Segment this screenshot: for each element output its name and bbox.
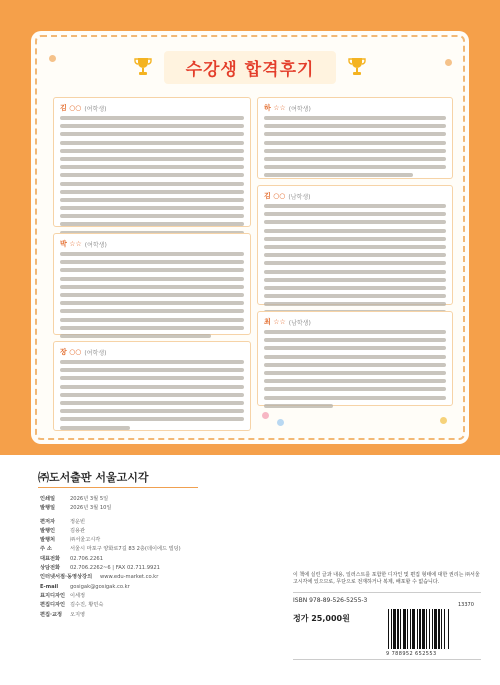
barcode-bar: [410, 609, 411, 649]
info-row: 주 소 서울시 마포구 양화로7길 83 2층(데이에드 빌딩): [40, 546, 181, 553]
decor-dot: [49, 55, 56, 62]
reviewer-name: 박 ☆☆: [60, 240, 82, 248]
review-card: [257, 311, 453, 406]
reviewer-name: 최 ☆☆: [264, 318, 286, 326]
title-area: [37, 47, 463, 87]
reviewer-tag: (남학생): [288, 193, 311, 201]
review-text: [60, 360, 244, 430]
review-panel: [35, 35, 465, 440]
publisher-name: ㈜도서출판 서울고시각: [38, 471, 149, 484]
barcode-bar: [441, 609, 442, 649]
barcode-bar: [434, 609, 437, 649]
review-card: [257, 185, 453, 305]
barcode-bar: [403, 609, 406, 649]
info-row: 인쇄일 2026년 3월 5일: [40, 496, 109, 502]
page-title: 수강생 합격후기: [185, 59, 315, 80]
review-card: [53, 233, 251, 335]
barcode-bar: [397, 609, 399, 649]
review-card: [53, 341, 251, 431]
barcode-bar: [426, 609, 427, 649]
barcode-bar: [388, 609, 389, 649]
reviewer-tag: (남학생): [288, 319, 311, 327]
barcode-bar: [432, 609, 433, 649]
barcode-bar: [391, 609, 392, 649]
info-row: 편집디자인 김수진, 황민숙: [40, 602, 104, 609]
barcode-bar: [419, 609, 421, 649]
barcode-bar: [417, 609, 418, 649]
barcode-bar: [400, 609, 401, 649]
review-text: [60, 252, 244, 338]
review-text: [264, 330, 446, 408]
info-row: 발행일 2026년 3월 10일: [40, 505, 112, 512]
title-banner: [164, 51, 337, 84]
reviewer-tag: (여학생): [84, 349, 107, 357]
info-row: E-mail gosigak@gosigak.co.kr: [40, 583, 130, 590]
decor-dot: [445, 59, 452, 66]
trophy-icon: [348, 56, 366, 78]
barcode-bar: [444, 609, 445, 649]
price-label: 정가 25,000원: [293, 614, 350, 623]
review-card: [257, 97, 453, 179]
isbn-block: [293, 592, 481, 660]
barcode-bar: [448, 609, 449, 649]
barcode-bar: [412, 609, 415, 649]
review-text: [264, 116, 446, 177]
info-row: 발행처 ㈜서울고시각: [40, 537, 101, 544]
info-row: 표지디자인 이세정: [40, 592, 86, 599]
isbn-label: ISBN 978-89-526-5255-3: [293, 597, 368, 604]
barcode-bar: [407, 609, 408, 649]
imprint-info: [40, 495, 290, 620]
reviewer-tag: (여학생): [84, 241, 107, 249]
reviewer-name: 김 ○○: [264, 192, 286, 200]
review-card: [53, 97, 251, 227]
info-row: 상담전화 02.706.2262~6 | FAX 02.711.9921: [40, 565, 160, 572]
barcode-bar: [393, 609, 396, 649]
info-row: 발행인 김용관: [40, 527, 86, 534]
barcode-bar: [438, 609, 440, 649]
reviewer-tag: (여학생): [84, 105, 107, 113]
divider: [38, 487, 198, 488]
info-row: 편저자 정운빈: [40, 518, 86, 525]
info-row: 편집·교정 오지영: [40, 611, 86, 618]
info-row: 인터넷서점·동영상강의 www.edu-market.co.kr: [40, 574, 159, 581]
reviewer-tag: (여학생): [288, 105, 311, 113]
trophy-icon: [134, 56, 152, 78]
decor-dot: [440, 417, 447, 424]
decor-dot: [262, 412, 269, 419]
info-row: 대표전화 02.706.2261: [40, 555, 104, 562]
barcode-bar: [422, 609, 425, 649]
reviewer-name: 김 ○○: [60, 104, 82, 112]
reviewer-name: 하 ☆☆: [264, 104, 286, 112]
review-text: [60, 116, 244, 243]
copyright-notice: 이 책에 실린 글과 내용, 일러스트를 포함한 디자인 및 편집 형태에 대한 권리는 ㈜서울고시각에 있으므로, 무단으로 전재하거나 복제, 배포할 수 없습니다.: [293, 572, 480, 586]
barcode-addon: 13370: [458, 602, 474, 608]
reviewer-name: 장 ○○: [60, 348, 82, 356]
decor-dot: [277, 419, 284, 426]
barcode-bar: [429, 609, 430, 649]
barcode-number: 9 788952 652553: [386, 651, 437, 657]
barcode-image: [386, 599, 476, 651]
review-text: [264, 204, 446, 323]
